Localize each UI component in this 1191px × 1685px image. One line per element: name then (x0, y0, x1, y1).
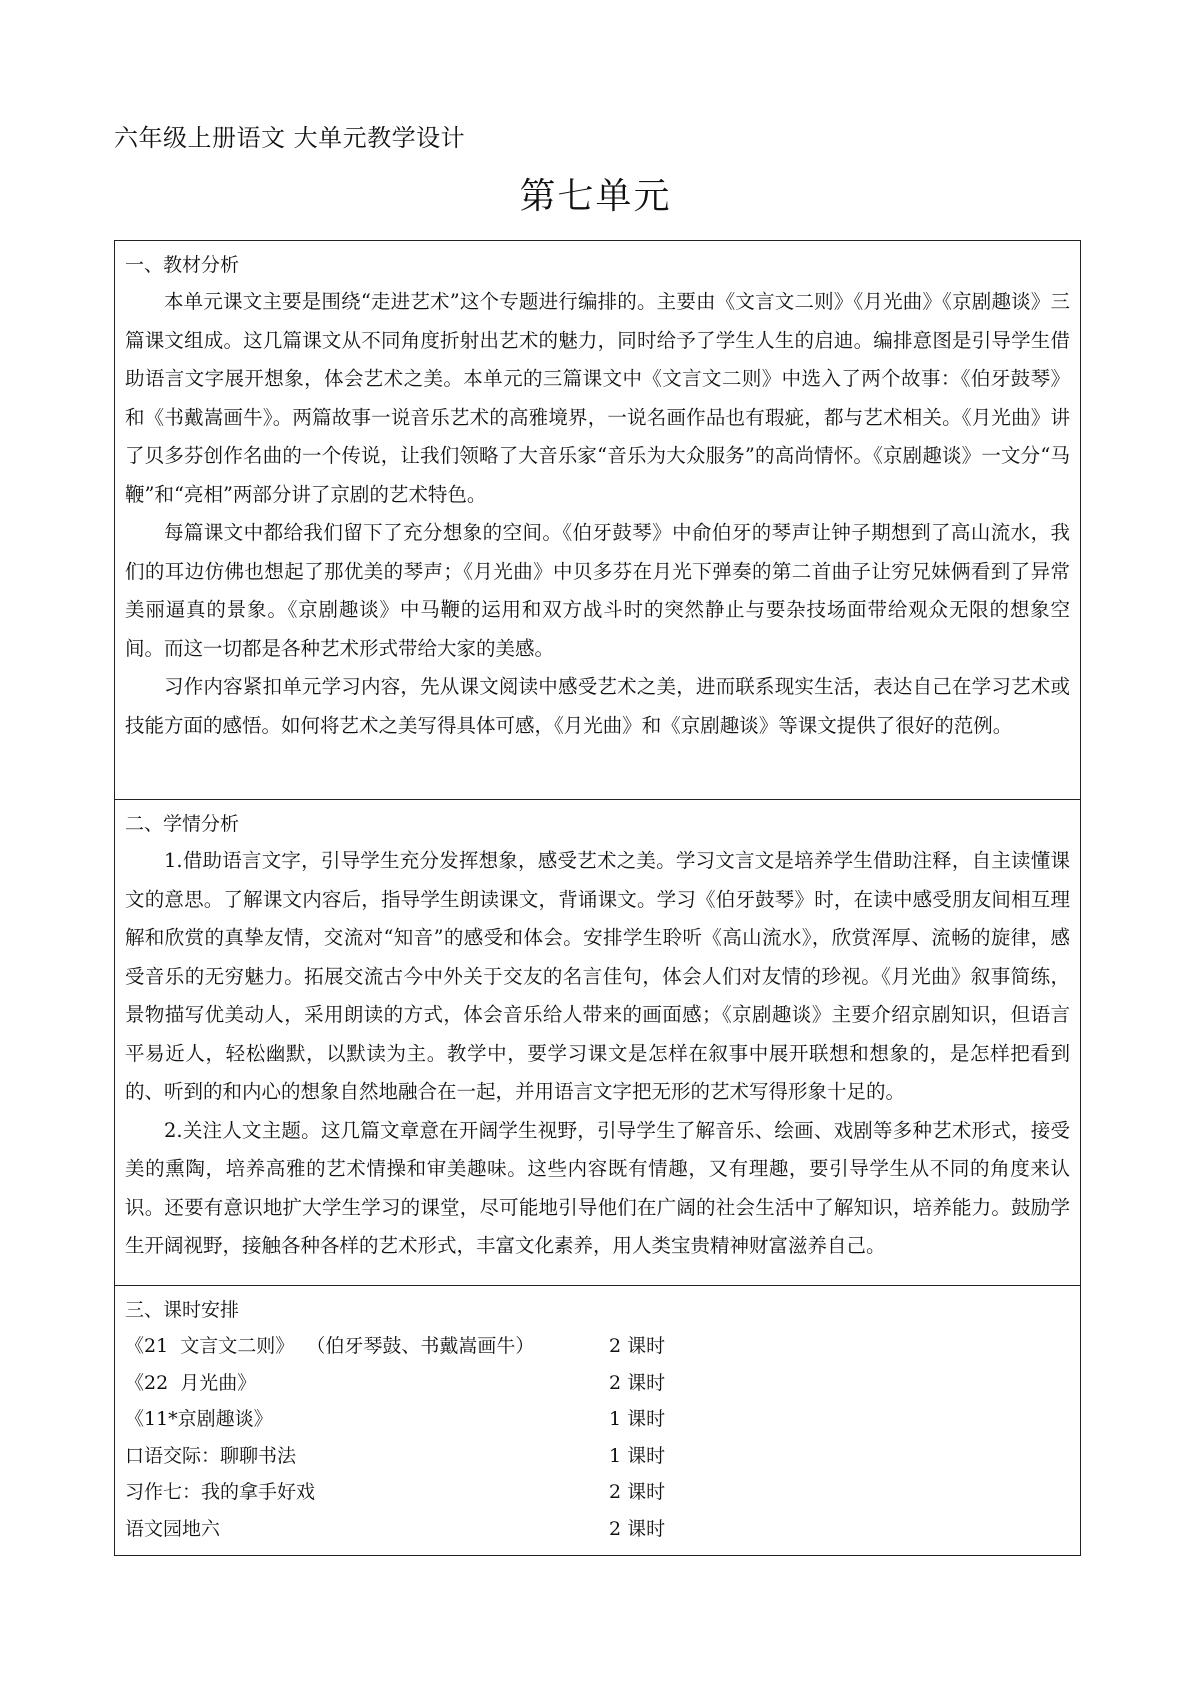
schedule-row (125, 1511, 1070, 1548)
document-header: 六年级上册语文 大单元教学设计 (114, 124, 466, 152)
section-heading: 一、教材分析 (125, 254, 240, 276)
lesson-name: 《22 月光曲》 (125, 1371, 257, 1394)
lesson-name: 习作七：我的拿手好戏 (125, 1481, 316, 1503)
lesson-name: 《21 文言文二则》 （伯牙琴鼓、书戴嵩画牛） (125, 1335, 535, 1357)
lesson-hours: 2 课时 (609, 1517, 666, 1540)
paragraph: 每篇课文中都给我们留下了充分想象的空间。《伯牙鼓琴》中俞伯牙的琴声让钟子期想到了高山流水，我们的耳边仿佛也想起了那优美的琴声；《月光曲》中贝多芬在月光下弹奏的第二首曲子让穷兄妹俩看到了异常美丽逼真的景象。《京剧趣谈》中马鞭的运用和双方战斗时的突然静止与要杂技场面带给观众无限的想象空间。而这一切都是各种艺术形式带给大家的美感。 (125, 521, 1070, 660)
schedule-row (125, 1474, 1070, 1511)
material-analysis-section (115, 241, 1080, 799)
lesson-hours: 2 课时 (609, 1335, 666, 1357)
section-heading: 二、学情分析 (125, 813, 240, 835)
lesson-hours: 1 课时 (609, 1444, 666, 1467)
lesson-name: 语文园地六 (125, 1517, 221, 1540)
paragraph: 本单元课文主要是围绕“走进艺术”这个专题进行编排的。主要由《文言文二则》《月光曲》《京剧趣谈》三篇课文组成。这几篇课文从不同角度折射出艺术的魅力，同时给予了学生人生的启迪。编排意图是引导学生借助语言文字展开想象，体会艺术之美。本单元的三篇课文中《文言文二则》中选入了两个故事：《伯牙鼓琴》和《书戴嵩画牛》。两篇故事一说音乐艺术的高雅境界，一说名画作品也有瑕疵，都与艺术相关。《月光曲》讲了贝多芬创作名曲的一个传说，让我们领略了大音乐家“音乐为大众服务”的高尚情怀。《京剧趣谈》一文分“马鞭”和“亮相”两部分讲了京剧的艺术特色。 (125, 290, 1070, 506)
schedule-row (125, 1438, 1070, 1475)
schedule-row (125, 1401, 1070, 1438)
content-table (114, 240, 1081, 1556)
unit-title: 第七单元 (519, 176, 672, 217)
lesson-hours: 1 课时 (609, 1408, 666, 1430)
lesson-hours: 2 课时 (609, 1371, 666, 1394)
paragraph: 1.借助语言文字，引导学生充分发挥想象，感受艺术之美。学习文言文是培养学生借助注释，自主读懂课文的意思。了解课文内容后，指导学生朗读课文，背诵课文。学习《伯牙鼓琴》时，在读中感受朋友间相互理解和欣赏的真挚友情，交流对“知音”的感受和体会。安排学生聆听《高山流水》，欣赏浑厚、流畅的旋律，感受音乐的无穷魅力。拓展交流古今中外关于交友的名言佳句，体会人们对友情的珍视。《月光曲》叙事简练，景物描写优美动人，采用朗读的方式，体会音乐给人带来的画面感；《京剧趣谈》主要介绍京剧知识，但语言平易近人，轻松幽默，以默读为主。教学中，要学习课文是怎样在叙事中展开联想和想象的，是怎样把看到的、听到的和内心的想象自然地融合在一起，并用语言文字把无形的艺术写得形象十足的。 (125, 849, 1070, 1103)
lesson-name: 《11*京剧趣谈》 (125, 1408, 273, 1430)
learner-analysis-section (115, 799, 1080, 1285)
paragraph: 习作内容紧扣单元学习内容，先从课文阅读中感受艺术之美，进而联系现实生活，表达自己在学习艺术或技能方面的感悟。如何将艺术之美写得具体可感，《月光曲》和《京剧趣谈》等课文提供了很好的范例。 (125, 675, 1070, 737)
schedule-row (125, 1365, 1070, 1402)
schedule-row (125, 1328, 1070, 1365)
lesson-name: 口语交际：聊聊书法 (125, 1444, 297, 1467)
lesson-hours: 2 课时 (609, 1481, 666, 1503)
schedule-section (115, 1285, 1080, 1555)
paragraph: 2.关注人文主题。这几篇文章意在开阔学生视野，引导学生了解音乐、绘画、戏剧等多种艺术形式，接受美的熏陶，培养高雅的艺术情操和审美趣味。这些内容既有情趣，又有理趣，要引导学生从不同的角度来认识。还要有意识地扩大学生学习的课堂，尽可能地引导他们在广阔的社会生活中了解知识，培养能力。鼓励学生开阔视野，接触各种各样的艺术形式，丰富文化素养，用人类宝贵精神财富滋养自己。 (125, 1118, 1070, 1257)
section-heading: 三、课时安排 (125, 1299, 240, 1321)
